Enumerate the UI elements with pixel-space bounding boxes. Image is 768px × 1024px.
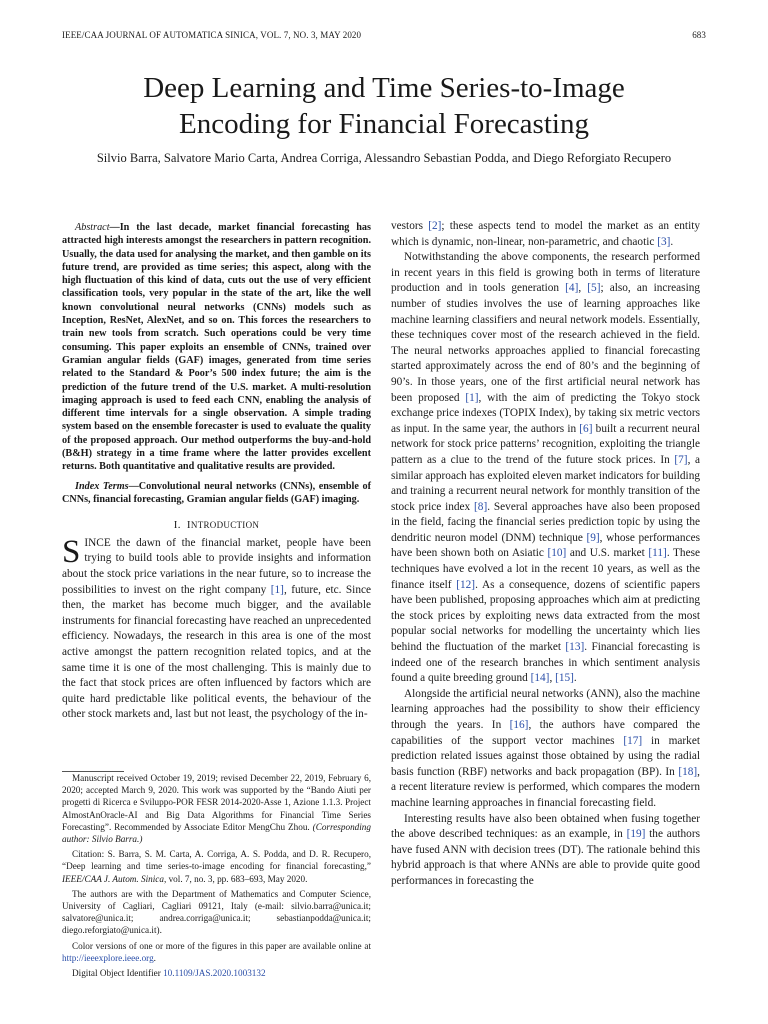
citation-link[interactable]: [4] — [565, 282, 579, 295]
abstract-text: In the last decade, market financial forecasting has attracted high interests amongst the researchers in pattern recognition. Usually, the data used for analysing the market, and then gamble on its future trend, are provided as time series; this aspect, along with the high fluctuation of this kind of data, cuts out the use of very efficient classification tools, very popular in the state of the art, like the well known convolutional neural networks (CNNs) models such as Inception, ResNet, AlexNet, and so on. This forces the researchers to train new tools from scratch. Such operations could be very time consuming. This paper exploits an ensemble of CNNs, trained over Gramian angular fields (GAF) images, generated from time series related to the Standard & Poor’s 500 index future; the aim is the prediction of the future trend of the U.S. market. A multi-resolution imaging approach is used to feed each CNN, enabling the analysis of different time intervals for a single observation. A simple trading system based on the ensemble forecaster is used to evaluate the quality of the proposed approach. Our method outperforms the buy-and-hold (B&H) strategy in a time frame where the latter provides excellent returns. Both quantitative and qualitative results are provided. — [62, 222, 371, 473]
text: the authors have fused ANN with decision trees (DT). The rationale behind this hybrid approach is that where ANNs are able to provide quite good performances in forecasting the — [391, 828, 700, 887]
abstract-label: Abstract — [75, 222, 110, 233]
text: . These techniques have evolved a lot in the recent 10 years, as well as the finance itself — [391, 547, 700, 591]
citation-link[interactable]: [8] — [474, 500, 488, 513]
color-versions-text: Color versions of one or more of the figures in this paper are available online at — [72, 940, 371, 951]
text: . Several approaches have also been proposed in the field, facing the financial series prediction topic by using the dendritic neuron model (DNM) technique — [391, 500, 700, 544]
footnote-manuscript-text: Manuscript received October 19, 2019; revised December 22, 2019, February 6, 2020; accepted March 9, 2020. This work was supported by the “Bando Aiuti per progetti di Ricerca e Sviluppo-POR FESR 2014-2020-Asse 1, Azione 1.1.3. Project AlmostAnOracle-AI and Big Data Algorithms for Financial Time Series Forecasting”. Recommended by Associate Editor MengChu Zhou. — [62, 773, 371, 832]
citation-text: Citation: S. Barra, S. M. Carta, A. Corriga, A. S. Podda, and D. R. Recupero, “Deep learning and time series-to-image encoding for financial forecasting,” — [62, 849, 371, 872]
page-number: 683 — [692, 30, 706, 40]
intro-paragraph-1 — [62, 533, 371, 723]
text: , — [578, 282, 588, 295]
citation-link[interactable]: [14] — [530, 672, 550, 685]
text: ; also, an increasing number of studies involves the use of learning approaches like machine learning classifiers and neural network models. Essentially, these techniques cover most of the research achieved in the field. The neural networks approaches applied to financial forecasting started approximately across the end of 80’s and the beginning of 90’s. In those years, one of the first artificial neural network has been proposed — [391, 282, 700, 404]
footnote-citation — [62, 848, 371, 885]
section-number: I. — [173, 519, 181, 532]
citation-details: , vol. 7, no. 3, pp. 683–693, May 2020. — [163, 873, 308, 884]
text: , a similar approach has exploited eleven market indicators for building and training a recurrent neural network for monthly transition of the stock price index — [391, 453, 700, 513]
text: . — [573, 672, 577, 685]
doi-link[interactable]: 10.1109/JAS.2020.1003132 — [163, 968, 266, 979]
text: , a recent literature review is performed, which compares the modern machine learning approaches in financial forecasting field. — [391, 765, 700, 809]
journal-name: IEEE/CAA JOURNAL OF AUTOMATICA SINICA, VOL. 7, NO. 3, MAY 2020 — [62, 30, 362, 40]
text: vestors — [391, 220, 429, 232]
citation-link[interactable]: [13] — [565, 641, 585, 654]
abstract-dash: — — [109, 222, 120, 233]
intro-paragraph-3 — [391, 687, 700, 812]
paper-title-line-2: Encoding for Financial Forecasting — [179, 108, 589, 140]
footnote-doi — [62, 967, 371, 979]
text: , with the aim of predicting the Tokyo stock exchange price indexes (TOPIX Index), by taking six metric vectors as input. In the same year, the authors in — [391, 391, 700, 435]
citation-link[interactable]: [1] — [270, 583, 284, 596]
paper-title — [40, 70, 728, 142]
citation-link[interactable]: [15] — [555, 672, 574, 685]
index-terms — [62, 480, 371, 507]
index-terms-label: Index Terms — [75, 480, 129, 492]
section-title-rest: NTRODUCTION — [190, 520, 260, 531]
citation-link[interactable]: [18] — [678, 765, 698, 778]
intro-continuation — [391, 219, 700, 250]
text: . Financial forecasting is indeed one of the research branches in which sentiment analysis found a quite breeding ground — [391, 641, 700, 685]
footnote-manuscript — [62, 772, 371, 845]
text: and U.S. market — [566, 547, 649, 560]
citation-link[interactable]: [17] — [623, 734, 643, 747]
right-column — [391, 219, 700, 890]
citation-link[interactable]: [2] — [428, 220, 442, 232]
citation-journal: IEEE/CAA J. Autom. Sinica — [62, 873, 164, 884]
author-list: Silvio Barra, Salvatore Mario Carta, Andrea Corriga, Alessandro Sebastian Podda, and Diego Reforgiato Recupero — [96, 151, 672, 165]
abstract — [62, 221, 371, 474]
text: built a recurrent neural network for stock price patterns’ recognition, exploiting the triangle pattern as a clue to the trend of the future stock prices. In — [391, 422, 700, 466]
intro-text-a: INCE the dawn of the financial market, people have been trying to build tools able to provide insights and information about the stock price variations in the near future, so to increase the possibilities to invest on the right company — [62, 536, 371, 596]
ieeexplore-link[interactable]: http://ieeexplore.ieee.org — [62, 952, 154, 963]
text: , — [549, 672, 556, 685]
text: Alongside the artificial neural networks (ANN), also the machine learning approaches had the possibility to show their efficiency through the years. In — [391, 687, 700, 731]
section-title-initial: I — [186, 519, 191, 532]
paper-title-line-1: Deep Learning and Time Series-to-Image — [143, 72, 625, 104]
text: , the authors have compared the capabilities of the support vector machines — [391, 719, 701, 747]
left-column — [62, 221, 371, 723]
index-terms-dash: — — [128, 480, 139, 492]
citation-link[interactable]: [10] — [547, 547, 567, 560]
text: . As a consequence, dozens of scientific papers have been published, proposing approaches which aim at predicting the stock prices by exploiting news data extracted from the most popular social networks for modelling the uncertainty which lies behind the fluctuation of the market — [391, 578, 700, 654]
text: . — [670, 235, 674, 248]
intro-text-b: , future, etc. Since then, the market has become much bigger, and the available instruments for financial forecasting have reached an unprecedented efficiency. Nowadays, the research in this area is one of the most active amongst the pattern recognition related topics, and at the same time it is one of the most challenging. This is mainly due to the fact that stock prices are often influenced by factors which are quite hard predictable like political events, the behaviour of the other stock markets and, last but not least, the psychology of the in- — [62, 583, 371, 721]
citation-link[interactable]: [7] — [674, 453, 688, 466]
corresponding-author: (Corresponding author: Silvio Barra.) — [62, 821, 371, 845]
intro-paragraph-2 — [391, 250, 700, 687]
citation-link[interactable]: [12] — [456, 578, 476, 591]
text: , whose performances have been shown both on Asiatic — [391, 531, 700, 560]
footnotes — [62, 771, 371, 982]
intro-paragraph-4 — [391, 812, 700, 890]
index-terms-text: Convolutional neural networks (CNNs), ensemble of CNNs, financial forecasting, Gramian angular fields (GAF) imaging. — [62, 480, 371, 505]
section-heading-introduction — [62, 518, 371, 534]
drop-cap: S — [62, 533, 81, 570]
doi-label: Digital Object Identifier — [72, 968, 164, 979]
footnote-color-versions — [62, 940, 371, 964]
text: Interesting results have also been obtained when fusing together the above described techniques: as an example, in — [391, 812, 700, 841]
citation-link[interactable]: [16] — [509, 719, 529, 731]
footnote-affiliation: The authors are with the Department of Mathematics and Computer Science, University of Cagliari, Cagliari 09121, Italy (e-mail: silvio.barra@unica.it; salvatore@unica.it; andrea.corriga@unica.it; sebastianpodda@unica.it; diego.reforgiato@unica.it). — [62, 888, 371, 936]
color-versions-end: . — [153, 952, 156, 963]
citation-link[interactable]: [5] — [587, 282, 601, 295]
citation-link[interactable]: [9] — [586, 531, 600, 544]
text: Notwithstanding the above components, the research performed in recent years in this field is growing both in terms of literature production and in tools generation — [391, 251, 700, 295]
text: ; these aspects tend to model the market as an entity which is dynamic, non-linear, non-parametric, and chaotic — [391, 220, 700, 248]
citation-link[interactable]: [19] — [626, 828, 646, 841]
text: in market prediction related issues against those obtained by using the radial basis function (RBF) networks and back propagation (BP). In — [391, 734, 700, 778]
citation-link[interactable]: [6] — [579, 422, 593, 435]
citation-link[interactable]: [1] — [465, 391, 479, 404]
citation-link[interactable]: [11] — [648, 547, 667, 560]
citation-link[interactable]: [3] — [657, 235, 671, 248]
